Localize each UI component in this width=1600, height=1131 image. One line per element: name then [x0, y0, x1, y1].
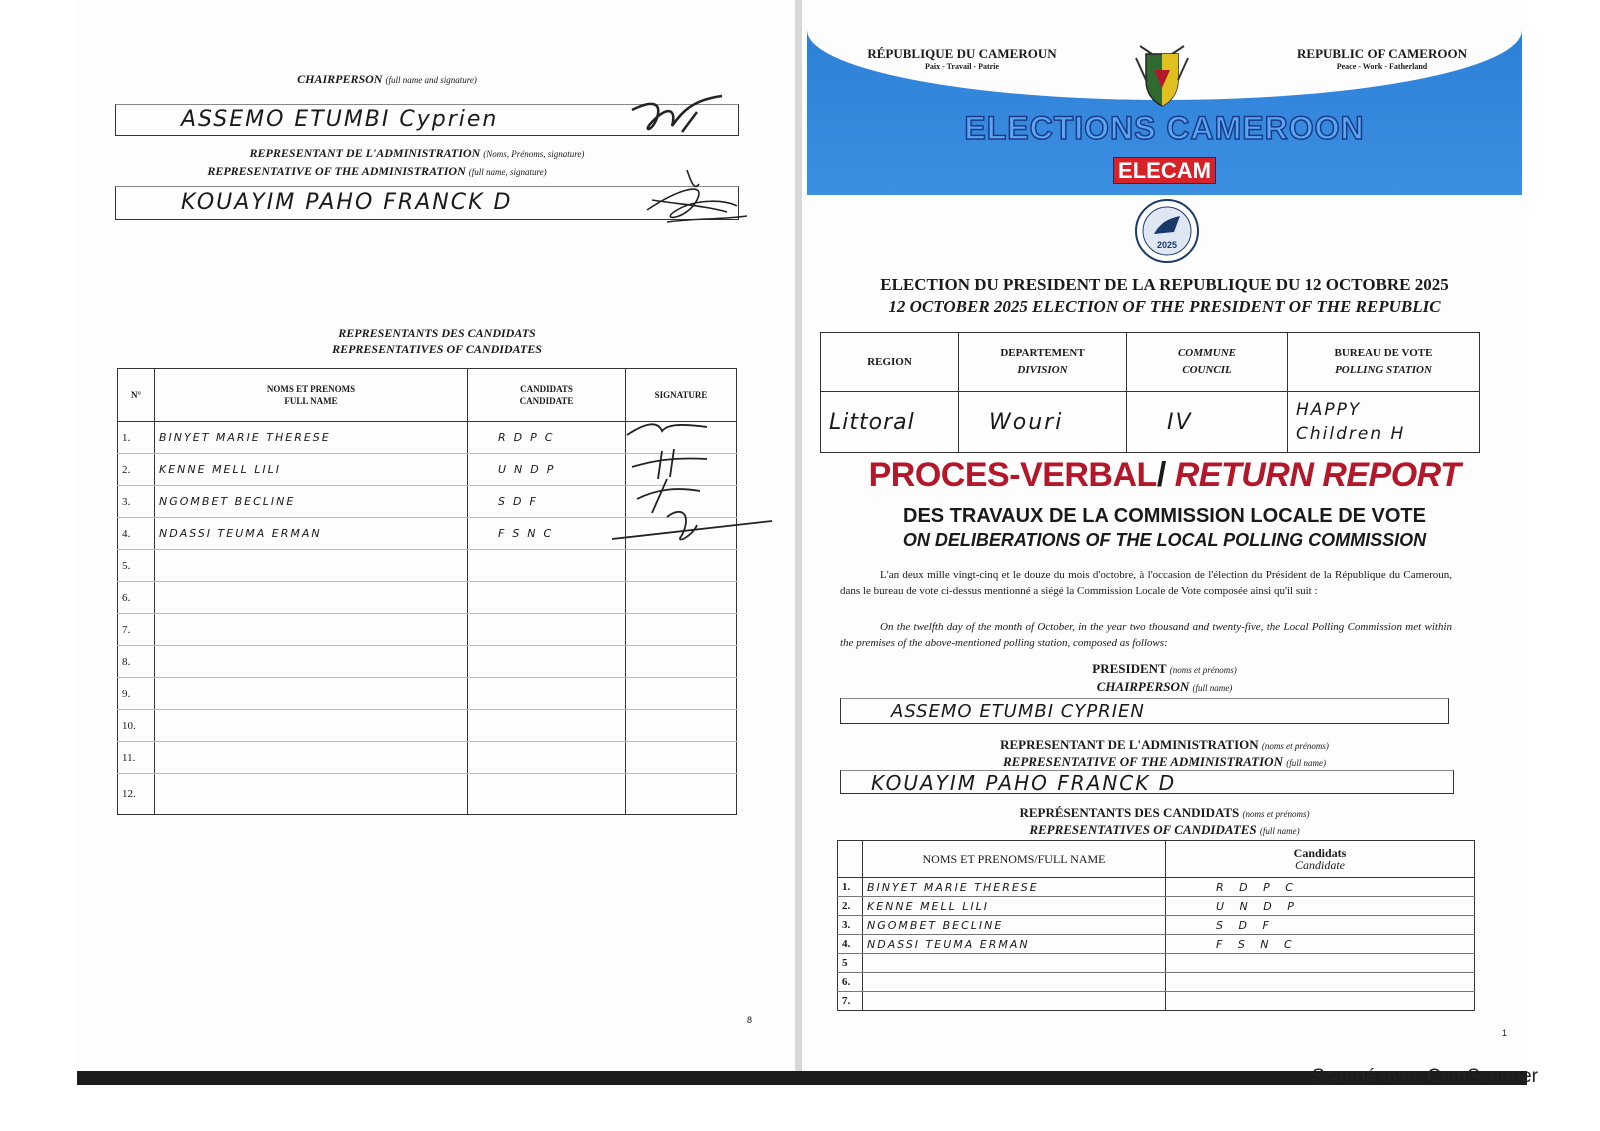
region-value: Littoral	[821, 392, 959, 453]
row-candidate	[468, 774, 626, 815]
reps-label-fr-right: REPRÉSENTANTS DES CANDIDATS (noms et prénoms)	[1019, 805, 1310, 820]
table-row	[118, 614, 737, 646]
row-number: 12.	[118, 774, 155, 815]
row-number: 6.	[118, 582, 155, 614]
row-name	[155, 582, 468, 614]
row-candidate: U N D P	[1166, 897, 1475, 916]
row-candidate	[468, 710, 626, 742]
row-name	[155, 774, 468, 815]
document-spread	[77, 0, 1527, 1085]
header-num: N°	[118, 369, 155, 422]
row-name	[155, 550, 468, 582]
row-number: 11.	[118, 742, 155, 774]
chairperson-field	[840, 698, 1449, 724]
admin-label-en-right: REPRESENTATIVE OF THE ADMINISTRATION (full name)	[1003, 754, 1326, 769]
chairperson-signature-icon	[622, 92, 732, 144]
header-council: COMMUNE COUNCIL	[1127, 333, 1288, 392]
table-row	[118, 582, 737, 614]
row-name	[863, 973, 1166, 992]
header-polling-station: BUREAU DE VOTE POLLING STATION	[1288, 333, 1480, 392]
coat-of-arms-icon	[1132, 40, 1192, 110]
table-row	[118, 710, 737, 742]
left-page-number: 8	[747, 1015, 753, 1025]
row-signature	[626, 710, 737, 742]
table-row	[838, 954, 1475, 973]
row-name: KENNE MELL LILI	[155, 454, 468, 486]
row-number: 9.	[118, 678, 155, 710]
table-row	[838, 897, 1475, 916]
row-name	[155, 678, 468, 710]
row-name: BINYET MARIE THERESE	[863, 878, 1166, 897]
representatives-signatures-icon	[612, 405, 772, 555]
row-candidate	[468, 614, 626, 646]
division-value: Wouri	[959, 392, 1127, 453]
row-candidate: SDF	[468, 486, 626, 518]
row-number: 8.	[118, 646, 155, 678]
row-candidate: UNDP	[468, 454, 626, 486]
election-title-fr: ELECTION DU PRESIDENT DE LA REPUBLIQUE DU 12 OCTOBRE 2025	[880, 275, 1449, 294]
row-number: 3.	[118, 486, 155, 518]
row-number: 2.	[118, 454, 155, 486]
row-name	[863, 992, 1166, 1011]
table-row	[838, 992, 1475, 1011]
row-number: 5	[838, 954, 863, 973]
row-name	[863, 954, 1166, 973]
row-candidate	[1166, 954, 1475, 973]
row-number: 1.	[838, 878, 863, 897]
row-name	[155, 742, 468, 774]
table-row	[118, 774, 737, 815]
row-candidate	[468, 742, 626, 774]
table-row	[838, 916, 1475, 935]
table-row	[838, 973, 1475, 992]
row-name: BINYET MARIE THERESE	[155, 422, 468, 454]
president-label: PRESIDENT (noms et prénoms)	[1092, 661, 1237, 676]
page-bottom-edge	[77, 1071, 1527, 1085]
row-signature	[626, 646, 737, 678]
admin-label-fr: REPRESENTANT DE L'ADMINISTRATION (Noms, Prénoms, signature)	[249, 146, 585, 160]
intro-paragraph-en: On the twelfth day of the month of October, in the year two thousand and twenty-five, the Local Polling Commission met within the premises of the above-mentioned polling station, composed as follows:	[840, 621, 1452, 649]
header-candidate: CANDIDATS CANDIDATE	[468, 369, 626, 422]
header-division: DEPARTEMENT DIVISION	[959, 333, 1127, 392]
row-number: 7.	[838, 992, 863, 1011]
row-candidate	[468, 550, 626, 582]
book-gutter	[795, 0, 802, 1071]
row-signature	[626, 678, 737, 710]
chairperson-name: ASSEMO ETUMBI Cyprien	[181, 107, 499, 132]
admin-name: KOUAYIM PAHO FRANCK D	[181, 190, 513, 215]
row-number: 6.	[838, 973, 863, 992]
row-candidate: R D P C	[1166, 878, 1475, 897]
location-header-row	[821, 333, 1480, 392]
rtable-header-name: NOMS ET PRENOMS/FULL NAME	[863, 841, 1166, 878]
row-number: 10.	[118, 710, 155, 742]
table-row	[118, 742, 737, 774]
right-representatives-table	[837, 840, 1475, 1011]
admin-field	[840, 770, 1454, 794]
election-logo-icon	[1134, 198, 1200, 264]
right-page-number: 1	[1502, 1028, 1508, 1038]
row-signature	[626, 614, 737, 646]
row-number: 3.	[838, 916, 863, 935]
elecam-badge: ELECAM	[807, 158, 1522, 184]
republic-en: REPUBLIC OF CAMEROON Peace - Work - Fatherland	[1297, 46, 1467, 71]
row-signature	[626, 774, 737, 815]
header-banner	[807, 10, 1522, 195]
row-name: KENNE MELL LILI	[863, 897, 1166, 916]
chairperson-value-right: ASSEMO ETUMBI CYPRIEN	[891, 701, 1145, 722]
table-row	[838, 878, 1475, 897]
subtitle-en: ON DELIBERATIONS OF THE LOCAL POLLING COMMISSION	[902, 530, 1427, 550]
republic-fr: RÉPUBLIQUE DU CAMEROUN Paix - Travail - Patrie	[867, 46, 1057, 71]
row-candidate: S D F	[1166, 916, 1475, 935]
elections-cameroon-title: ELECTIONS CAMEROON	[964, 110, 1365, 146]
polling-station-value: HAPPY Children H	[1288, 392, 1480, 453]
rtable-header-row	[838, 841, 1475, 878]
row-candidate: RDPC	[468, 422, 626, 454]
rtable-header-candidate: Candidats Candidate	[1166, 841, 1475, 878]
logo-year: 2025	[1156, 240, 1178, 250]
election-title-en: 12 OCTOBER 2025 ELECTION OF THE PRESIDENT OF THE REPUBLIC	[888, 297, 1441, 316]
row-candidate: F S N C	[1166, 935, 1475, 954]
reps-label-en-right: REPRESENTATIVES OF CANDIDATES (full name)	[1029, 822, 1300, 837]
row-candidate	[468, 582, 626, 614]
row-candidate	[1166, 973, 1475, 992]
admin-value-right: KOUAYIM PAHO FRANCK D	[871, 771, 1177, 795]
header-signature: SIGNATURE	[626, 369, 737, 422]
return-report-title: PROCES-VERBAL/ RETURN REPORT	[868, 456, 1461, 494]
chairperson-label-right: CHAIRPERSON (full name)	[1096, 679, 1233, 694]
row-candidate	[468, 678, 626, 710]
row-signature	[626, 742, 737, 774]
row-name: NGOMBET BECLINE	[863, 916, 1166, 935]
right-page	[802, 0, 1527, 1071]
table-row	[838, 935, 1475, 954]
header-region: REGION	[821, 333, 959, 392]
intro-paragraph-fr: L'an deux mille vingt-cinq et le douze du mois d'octobre, à l'occasion de l'élection du Président de la République du Cameroun, dans le bureau de vote ci-dessus mentionné a siégé la Commission Locale de Vote composée ainsi qu'il suit :	[840, 569, 1452, 597]
row-number: 1.	[118, 422, 155, 454]
row-name: NGOMBET BECLINE	[155, 486, 468, 518]
row-name	[155, 646, 468, 678]
row-name: NDASSI TEUMA ERMAN	[155, 518, 468, 550]
council-value: IV	[1127, 392, 1288, 453]
reps-title-en: REPRESENTATIVES OF CANDIDATES	[332, 342, 542, 356]
row-name	[155, 710, 468, 742]
left-page	[77, 0, 795, 1071]
row-number: 4.	[838, 935, 863, 954]
row-number: 7.	[118, 614, 155, 646]
table-row	[118, 646, 737, 678]
row-number: 5.	[118, 550, 155, 582]
row-name	[155, 614, 468, 646]
location-values-row	[821, 392, 1480, 453]
subtitle-fr: DES TRAVAUX DE LA COMMISSION LOCALE DE VOTE	[903, 505, 1426, 527]
row-candidate	[1166, 992, 1475, 1011]
header-name: NOMS ET PRENOMS FULL NAME	[155, 369, 468, 422]
row-candidate	[468, 646, 626, 678]
row-signature	[626, 582, 737, 614]
row-name: NDASSI TEUMA ERMAN	[863, 935, 1166, 954]
chairperson-label: CHAIRPERSON (full name and signature)	[297, 72, 477, 86]
row-candidate: FSNC	[468, 518, 626, 550]
table-row	[118, 678, 737, 710]
row-number: 4.	[118, 518, 155, 550]
row-number: 2.	[838, 897, 863, 916]
admin-signature-icon	[587, 160, 767, 240]
camscanner-footer: Scanné avec CamScanner	[1311, 1066, 1538, 1087]
admin-label-en: REPRESENTATIVE OF THE ADMINISTRATION (full name, signature)	[207, 164, 547, 178]
location-table	[820, 332, 1480, 453]
reps-title-fr: REPRESENTANTS DES CANDIDATS	[338, 326, 536, 340]
admin-label-fr-right: REPRESENTANT DE L'ADMINISTRATION (noms et prénoms)	[1000, 737, 1329, 752]
